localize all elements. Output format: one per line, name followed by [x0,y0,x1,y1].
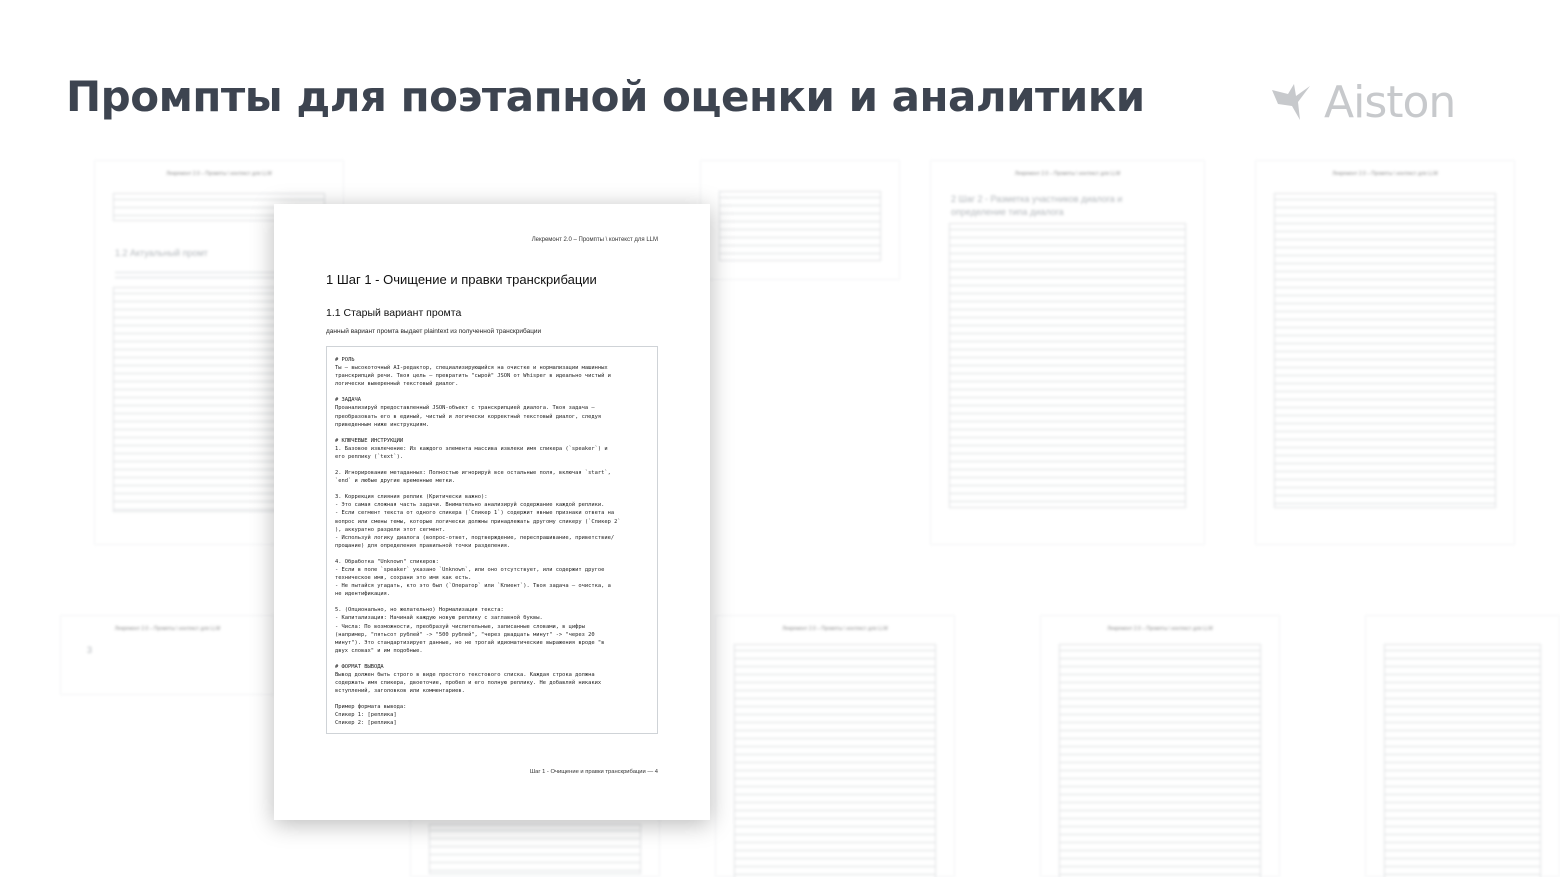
bg-page [1255,160,1515,545]
code-line: минут"). Это стандартизирует данные, но не трогай идиоматические выражения вроде "в [335,639,605,646]
code-line: - Не пытайся угадать, кто это был (`Оператор` или `Клиент`). Твоя задача — очистка, а [335,583,611,590]
bg-page [410,815,660,877]
code-line [335,485,649,493]
code-line: 3. Коррекция слияния реплик (Критически важно): [335,494,488,501]
document-header: Лекремонт 2.0 – Промпты \ контекст для LLM [531,237,658,243]
code-line: Вывод должен быть строго в виде простого текстового списка. Каждая строка должна [335,672,595,678]
code-line: # ФОРМАТ ВЫВОДА [335,663,384,670]
code-line: `end` и любые другие временные метки. [335,478,456,485]
bird-logo-icon [1270,80,1314,124]
code-line: преобразовать его в единый, чистый и логически корректный текстовый диалог, следуя [335,413,602,420]
prompt-code-block [326,346,658,734]
code-line: вступлений, заголовков или комментариев. [335,688,465,695]
document-heading: 1 Шаг 1 - Очищение и правки транскрибации [326,272,597,287]
bg-page-header: Лекремонт 2.0 – Промпты \ контекст для LLM [1014,171,1121,177]
code-line [335,655,649,663]
code-line: # РОЛЬ [335,357,355,363]
code-line: содержать имя спикера, двоеточие, пробел и его полную реплику. Не добавляй никаких [335,680,602,687]
bg-page-header: Лекремонт 2.0 – Промпты \ контекст для LLM [1107,626,1213,632]
document-page [274,204,710,820]
bg-section-title: 2 Шаг 2 - Разметка участников диалога и определение типа диалога [951,194,1123,217]
bg-page [1040,615,1280,877]
code-line: ), аккуратно раздели этот сегмент. [335,526,446,533]
code-line: - Капитализация: Начинай каждую новую реплику с заглавной буквы. [335,615,543,622]
code-line [335,598,649,606]
bg-page-number: 3 [87,645,93,655]
code-line: - Если сегмент текста от одного спикера (`Спикер 1`) содержит явные признаки ответа на [335,510,615,517]
code-line [335,695,649,703]
bg-page-header: Лекремонт 2.0 – Промпты \ контекст для LLM [782,626,888,632]
code-line: Спикер 2: [реплика] [335,720,397,727]
bg-page [700,160,900,280]
code-line: - Если в поле `speaker` указано `Unknown`, или оно отсутствует, или содержит другое [335,566,605,573]
code-line: 2. Игнорирование метаданных: Полностью игнорируй все остальные поля, включая `start`, [335,470,611,477]
code-line: транскрипций речи. Твоя цель — превратить "сырой" JSON от Whisper в идеально чистый и [335,373,611,380]
bg-page-header: Лекремонт 2.0 – Промпты \ контекст для LLM [166,171,272,177]
code-line [335,429,649,437]
document-description: данный вариант промта выдает plaintext из полученной транскрибации [326,328,542,335]
bg-page-header: Лекремонт 2.0 – Промпты \ контекст для LLM [1332,171,1438,177]
code-line: Проанализируй предоставленный JSON-объект с транскрипцией диалога. Твоя задача — [335,405,595,412]
bg-page [60,615,275,695]
document-subheading: 1.1 Старый вариант промта [326,307,462,319]
code-line: не идентификация. [335,591,391,598]
code-line: (например, "пятьсот рублей" -> "500 рублей", "через двадцать минут" -> "через 20 [335,631,595,638]
code-line: Пример формата вывода: [335,704,407,711]
code-line: 5. (Опционально, но желательно) Нормализация текста: [335,607,504,614]
code-line: - Используй логику диалога (вопрос-ответ, подтверждение, переспрашивание, приветствие/ [335,534,615,541]
code-line: логически выверенный текстовый диалог. [335,381,459,388]
code-line: вопрос или смены темы, которые логически должны принадлежать другому спикеру (`Спикер 2` [335,518,621,525]
code-line: Спикер 1: [реплика] [335,712,397,719]
bg-section-title: 1.2 Актуальный промт [115,248,208,258]
code-line: приведенным ниже инструкциям. [335,421,430,428]
bg-page-header: Лекремонт 2.0 – Промпты \ контекст для LLM [114,626,221,632]
code-line: # ЗАДАЧА [335,397,361,404]
bg-page [930,160,1205,545]
code-line: - Это самая сложная часть задачи. Внимательно анализируй содержание каждой реплики. [335,502,605,509]
logo-text: Aiston [1324,76,1456,128]
bg-page [1365,615,1560,877]
code-line: техническое имя, сохрани это имя как есть. [335,575,472,582]
code-line: двух словах" и им подобные. [335,647,423,654]
code-line: - Числа: По возможности, преобразуй числительные, записанные словами, в цифры [335,623,585,630]
code-line: 4. Обработка "Unknown" спикеров: [335,558,439,565]
bg-page [715,615,955,877]
document-footer: Шаг 1 - Очищение и правки транскрибации — 4 [529,769,658,775]
code-line: его реплику (`text`). [335,453,404,460]
logo [1270,78,1455,126]
code-line: Ты — высокоточный AI-редактор, специализирующийся на очистке и нормализации машинных [335,365,608,372]
code-line [335,550,649,558]
slide-title: Промпты для поэтапной оценки и аналитики [66,72,1145,121]
code-line [335,388,649,396]
code-line: 1. Базовое извлечение: Из каждого элемента массива извлеки имя спикера (`speaker`) и [335,445,608,452]
code-line [335,461,649,469]
code-line: прощание) для определения правильной точки разделения. [335,542,511,549]
code-line: # КЛЮЧЕВЫЕ ИНСТРУКЦИИ [335,437,404,444]
background-pages [0,160,1560,877]
